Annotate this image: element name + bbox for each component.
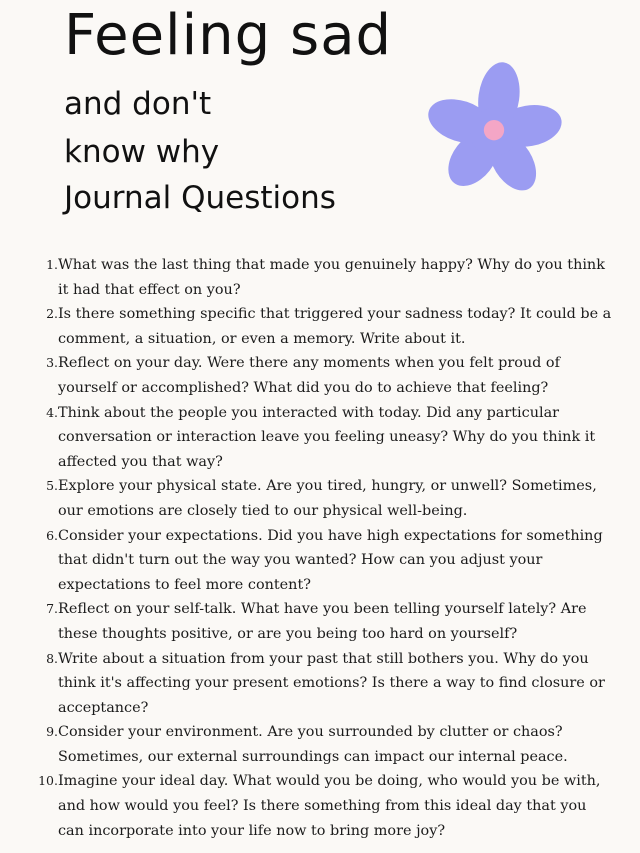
question-text: Explore your physical state. Are you tired, hungry, or unwell? Sometimes, our emotions are closely tied to our physical well-being. xyxy=(58,478,597,519)
question-number: 9. xyxy=(46,724,58,740)
question-item xyxy=(30,474,612,523)
question-number: 10. xyxy=(38,773,58,789)
question-item xyxy=(30,597,612,646)
question-item xyxy=(30,769,612,843)
question-text: Reflect on your day. Were there any moments when you felt proud of yourself or accomplished? What did you do to achieve that feeling? xyxy=(58,355,560,396)
question-item xyxy=(30,253,612,302)
question-number: 5. xyxy=(46,478,58,494)
flower-center xyxy=(484,120,504,140)
question-text: What was the last thing that made you genuinely happy? Why do you think it had that effect on you? xyxy=(58,257,605,298)
question-text: Consider your environment. Are you surrounded by clutter or chaos? Sometimes, our external surroundings can impact our internal peace. xyxy=(58,724,568,765)
question-item xyxy=(30,351,612,400)
question-text: Is there something specific that triggered your sadness today? It could be a comment, a situation, or even a memory. Write about it. xyxy=(58,306,612,347)
flower-icon xyxy=(420,58,568,206)
question-item xyxy=(30,720,612,769)
subtitle-line-1: and don't xyxy=(64,86,212,122)
question-number: 2. xyxy=(46,306,58,322)
question-item xyxy=(30,401,612,475)
question-item xyxy=(30,302,612,351)
question-text: Imagine your ideal day. What would you be doing, who would you be with, and how would you feel? Is there something from this ideal day that you can incorporate into your life now to bring more joy? xyxy=(58,773,601,839)
question-item xyxy=(30,647,612,721)
question-text: Think about the people you interacted with today. Did any particular conversation or interaction leave you feeling uneasy? Why do you think it affected you that way? xyxy=(58,404,596,470)
question-number: 8. xyxy=(46,650,58,666)
question-number: 7. xyxy=(46,601,58,617)
journal-questions-list xyxy=(30,253,612,843)
question-text: Reflect on your self-talk. What have you been telling yourself lately? Are these thoughts positive, or are you being too hard on yourself? xyxy=(58,601,587,642)
question-number: 3. xyxy=(46,355,58,371)
question-text: Consider your expectations. Did you have high expectations for something that didn't turn out the way you wanted? How can you adjust your expectations to feel more content? xyxy=(58,527,603,593)
page-title: Feeling sad xyxy=(64,3,393,68)
question-number: 4. xyxy=(46,404,58,420)
subtitle-line-3: Journal Questions xyxy=(64,180,336,216)
question-text: Write about a situation from your past that still bothers you. Why do you think it's affecting your present emotions? Is there a way to find closure or acceptance? xyxy=(58,650,605,716)
question-item xyxy=(30,524,612,598)
question-number: 1. xyxy=(46,257,58,272)
subtitle-line-2: know why xyxy=(64,134,220,170)
question-number: 6. xyxy=(46,527,58,543)
